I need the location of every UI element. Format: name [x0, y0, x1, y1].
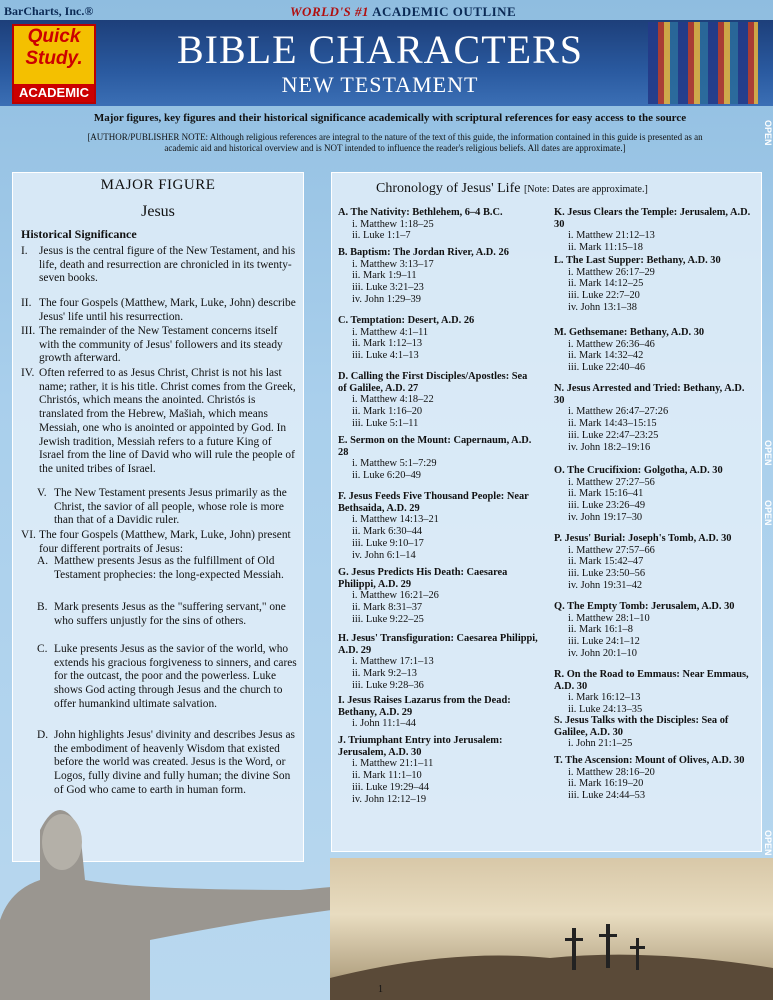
- chronology-event: [554, 533, 754, 592]
- chronology-event: [554, 255, 754, 314]
- scripture-reference: ii. Mark 14:12–25: [568, 278, 644, 290]
- scripture-reference: iv. John 1:29–39: [352, 293, 421, 305]
- open-tab-label: OPEN: [763, 500, 773, 526]
- scripture-reference: iii. Luke 5:1–11: [352, 417, 419, 429]
- paragraph-number: IV.: [21, 367, 35, 379]
- chronology-event: [554, 327, 754, 374]
- scripture-reference: iv. John 6:1–14: [352, 549, 416, 561]
- scripture-reference: i. Matthew 27:57–66: [568, 544, 655, 556]
- paragraph-number: D.: [37, 729, 49, 741]
- chronology-title-text: Chronology of Jesus' Life: [376, 181, 521, 196]
- chronology-note: [Note: Dates are approximate.]: [523, 184, 648, 195]
- event-heading: H. Jesus' Transfiguration: Caesarea Philippi, A.D. 29: [338, 633, 538, 656]
- figure-paragraph: [21, 325, 297, 366]
- page-number: 1: [378, 984, 383, 995]
- paragraph-text: Mark presents Jesus as the "suffering servant," one who suffers unjustly for the sins of others.: [54, 601, 286, 627]
- paragraph-number: VI.: [21, 529, 36, 541]
- scripture-reference: i. Matthew 3:13–17: [352, 258, 434, 270]
- logo-study: Study.: [25, 48, 83, 69]
- chronology-event: [338, 633, 538, 692]
- scripture-reference: iii. Luke 23:26–49: [568, 500, 646, 512]
- scripture-reference: ii. Mark 8:31–37: [352, 602, 423, 614]
- paragraph-number: I.: [21, 245, 28, 257]
- paragraph-text: The four Gospels (Matthew, Mark, Luke, John) describe Jesus' life until his resurrection.: [39, 297, 296, 323]
- logo-academic: ACADEMIC: [14, 84, 94, 102]
- scripture-reference: i. Matthew 21:1–11: [352, 758, 434, 770]
- chronology-event: [338, 247, 538, 306]
- scripture-reference: iii. Luke 19:29–44: [352, 781, 430, 793]
- chronology-event: [554, 383, 754, 453]
- event-heading: E. Sermon on the Mount: Capernaum, A.D. 28: [338, 435, 532, 458]
- scripture-reference: iii. Luke 22:47–23:25: [568, 429, 659, 441]
- figure-paragraph: [21, 487, 297, 528]
- figure-paragraph: [21, 245, 297, 286]
- chronology-event: [338, 695, 538, 730]
- scripture-reference: i. Mark 16:12–13: [568, 692, 641, 704]
- quickstudy-logo: [12, 24, 96, 104]
- scripture-reference: ii. Mark 1:9–11: [352, 270, 417, 282]
- intro-text: Major figures, key figures and their historical significance academically with scriptural references for easy access to the source: [93, 112, 687, 124]
- scripture-reference: i. John 11:1–44: [352, 718, 416, 730]
- scripture-reference: i. Matthew 4:1–11: [352, 326, 429, 338]
- scripture-reference: iii. Luke 3:21–23: [352, 282, 424, 294]
- event-heading: M. Gethsemane: Bethany, A.D. 30: [554, 327, 705, 338]
- event-heading: J. Triumphant Entry into Jerusalem: Jerusalem, A.D. 30: [338, 735, 503, 758]
- tagline-text: ACADEMIC OUTLINE: [369, 4, 517, 19]
- paragraph-text: John highlights Jesus' divinity and describes Jesus as the embodiment of heavenly Wisdom that existed before the world was created. Jesus is the Word, or Logos, fully divine and fully human; the divine Son of God who came to earth in human form.: [54, 729, 295, 796]
- chronology-event: [338, 491, 538, 561]
- scripture-reference: iii. Luke 9:28–36: [352, 679, 424, 691]
- chronology-event: [554, 465, 754, 524]
- event-heading: G. Jesus Predicts His Death: Caesarea Philippi, A.D. 29: [338, 567, 508, 590]
- scripture-reference: i. Matthew 26:47–27:26: [568, 406, 669, 418]
- figure-name: Jesus: [141, 203, 175, 220]
- scripture-reference: ii. Mark 11:15–18: [568, 242, 643, 254]
- event-heading: R. On the Road to Emmaus: Near Emmaus, A.D. 30: [554, 669, 749, 692]
- scripture-reference: iv. John 19:17–30: [568, 511, 643, 523]
- publisher-name: BarCharts, Inc.®: [4, 4, 94, 18]
- scripture-reference: i. John 21:1–25: [568, 738, 633, 750]
- paragraph-text: Matthew presents Jesus as the fulfillment of Old Testament prophecies: the long-expected Messiah.: [54, 555, 284, 581]
- event-heading: D. Calling the First Disciples/Apostles: Sea of Galilee, A.D. 27: [338, 371, 528, 394]
- scripture-reference: i. Matthew 28:1–10: [568, 612, 650, 624]
- open-tab-label: OPEN: [763, 830, 773, 856]
- chronology-event: [554, 601, 754, 660]
- scripture-reference: iii. Luke 9:22–25: [352, 613, 424, 625]
- scripture-reference: ii. Mark 6:30–44: [352, 526, 423, 538]
- event-heading: A. The Nativity: Bethlehem, 6–4 B.C.: [338, 207, 503, 218]
- scripture-reference: iii. Luke 9:10–17: [352, 537, 424, 549]
- figure-paragraph: [21, 555, 297, 582]
- scripture-reference: ii. Mark 14:32–42: [568, 350, 644, 362]
- page-title: BIBLE CHARACTERS: [176, 27, 584, 72]
- tagline-highlight: WORLD'S #1: [290, 4, 370, 19]
- scripture-reference: iv. John 13:1–38: [568, 301, 637, 313]
- event-heading: T. The Ascension: Mount of Olives, A.D. 30: [554, 755, 745, 766]
- scripture-reference: iii. Luke 22:7–20: [568, 290, 640, 302]
- chronology-event: [554, 669, 754, 716]
- scripture-reference: ii. Mark 16:19–20: [568, 778, 644, 790]
- scripture-reference: iv. John 20:1–10: [568, 647, 637, 659]
- paragraph-number: V.: [37, 487, 47, 499]
- chronology-panel: [331, 172, 762, 852]
- chronology-event: [554, 715, 754, 750]
- major-figure-panel: [12, 172, 304, 862]
- figure-paragraph: [21, 367, 297, 477]
- scripture-reference: ii. Mark 14:43–15:15: [568, 418, 657, 430]
- event-heading: N. Jesus Arrested and Tried: Bethany, A.D. 30: [554, 383, 745, 406]
- scripture-reference: i. Matthew 26:17–29: [568, 266, 655, 278]
- event-heading: B. Baptism: The Jordan River, A.D. 26: [338, 247, 509, 258]
- paragraph-text: The remainder of the New Testament concerns itself with the community of Jesus' followers and its steady growth afterward.: [39, 325, 283, 365]
- publisher-note: [AUTHOR/PUBLISHER NOTE: Although religious references are integral to the nature of the text of this guide, the information contained in this guide is presented as an academic aid and historical overview and is NOT intended to influence the reader's religious beliefs. All dates are approximate.]: [87, 132, 703, 153]
- tagline: [290, 4, 516, 20]
- paragraph-number: A.: [37, 555, 49, 567]
- scripture-reference: i. Matthew 28:16–20: [568, 766, 655, 778]
- section-heading: Historical Significance: [21, 227, 137, 241]
- chronology-event: [338, 315, 538, 362]
- scripture-reference: ii. Mark 1:12–13: [352, 338, 423, 350]
- scripture-reference: iv. John 18:2–19:16: [568, 441, 651, 453]
- event-heading: C. Temptation: Desert, A.D. 26: [338, 315, 475, 326]
- paragraph-text: The New Testament presents Jesus primarily as the Christ, the savior of all people, whose role is more than that of a Davidic ruler.: [54, 487, 287, 527]
- open-tab-label: OPEN: [763, 440, 773, 466]
- three-crosses-photo: [330, 858, 773, 1000]
- scripture-reference: i. Matthew 4:18–22: [352, 394, 434, 406]
- scripture-reference: iii. Luke 22:40–46: [568, 362, 646, 374]
- scripture-reference: ii. Luke 24:13–35: [568, 704, 643, 716]
- event-heading: P. Jesus' Burial: Joseph's Tomb, A.D. 30: [554, 533, 732, 544]
- scripture-reference: ii. Luke 6:20–49: [352, 470, 421, 482]
- scripture-reference: i. Matthew 14:13–21: [352, 514, 439, 526]
- figure-paragraph: [21, 643, 297, 712]
- stained-glass-image: [648, 22, 758, 104]
- scripture-reference: iii. Luke 24:44–53: [568, 790, 646, 802]
- scripture-reference: ii. Mark 15:42–47: [568, 556, 644, 568]
- scripture-reference: i. Matthew 27:27–56: [568, 476, 655, 488]
- scripture-reference: i. Matthew 1:18–25: [352, 218, 434, 230]
- scripture-reference: i. Matthew 17:1–13: [352, 656, 434, 668]
- page-subtitle: NEW TESTAMENT: [281, 72, 479, 97]
- scripture-reference: ii. Mark 1:16–20: [352, 406, 423, 418]
- scripture-reference: i. Matthew 21:12–13: [568, 230, 655, 242]
- paragraph-text: Often referred to as Jesus Christ, Christ is not his last name; rather, it is his title. Christ comes from the Greek, Christós, which means the anointed. Christós is translated from the Hebrew, Mašiah, which means Messiah, one who is anointed or appointed by God. In Jewish tradition, Messiah refers to a future King of Israel from the line of David who will rule the people of the united tribes of Israel.: [39, 367, 296, 475]
- scripture-reference: ii. Mark 11:1–10: [352, 770, 422, 782]
- figure-paragraph: [21, 297, 297, 324]
- scripture-reference: iv. John 12:12–19: [352, 793, 427, 805]
- chronology-event: [554, 207, 754, 254]
- chronology-event: [338, 435, 538, 482]
- scripture-reference: iv. John 19:31–42: [568, 579, 643, 591]
- section-title: MAJOR FIGURE: [100, 177, 216, 193]
- paragraph-text: Luke presents Jesus as the savior of the world, who extends his gracious forgiveness to sinners, and cares for the outcast, the poor and the powerless. Luke shows God acting through Jesus and the church to offer humankind ultimate salvation.: [54, 643, 297, 710]
- paragraph-number: C.: [37, 643, 48, 655]
- scripture-reference: ii. Mark 9:2–13: [352, 668, 417, 680]
- event-heading: O. The Crucifixion: Golgotha, A.D. 30: [554, 465, 723, 476]
- scripture-reference: ii. Mark 16:1–8: [568, 624, 633, 636]
- event-heading: F. Jesus Feeds Five Thousand People: Near Bethsaida, A.D. 29: [338, 491, 529, 514]
- open-tab-label: OPEN: [763, 120, 773, 146]
- paragraph-number: B.: [37, 601, 48, 613]
- chronology-event: [338, 371, 538, 430]
- scripture-reference: i. Matthew 26:36–46: [568, 338, 655, 350]
- scripture-reference: iii. Luke 23:50–56: [568, 568, 646, 580]
- event-heading: Q. The Empty Tomb: Jerusalem, A.D. 30: [554, 601, 735, 612]
- paragraph-text: Jesus is the central figure of the New Testament, and his life, death and resurrection are chronicled in its twenty-seven books.: [39, 245, 296, 285]
- scripture-reference: ii. Mark 15:16–41: [568, 488, 644, 500]
- event-heading: I. Jesus Raises Lazarus from the Dead: Bethany, A.D. 29: [338, 695, 511, 718]
- figure-paragraph: [21, 529, 297, 556]
- chronology-event: [338, 207, 538, 242]
- logo-quick: Quick: [27, 26, 81, 47]
- paragraph-number: II.: [21, 297, 32, 309]
- chronology-event: [554, 755, 754, 802]
- chronology-event: [338, 567, 538, 626]
- paragraph-number: III.: [21, 325, 36, 337]
- chronology-title: [376, 181, 648, 197]
- event-heading: S. Jesus Talks with the Disciples: Sea of Galilee, A.D. 30: [554, 715, 729, 738]
- scripture-reference: ii. Luke 1:1–7: [352, 230, 411, 242]
- event-heading: L. The Last Supper: Bethany, A.D. 30: [554, 255, 721, 266]
- paragraph-text: The four Gospels (Matthew, Mark, Luke, John) present four different portraits of Jesus:: [39, 529, 291, 555]
- event-heading: K. Jesus Clears the Temple: Jerusalem, A.D. 30: [554, 207, 751, 230]
- scripture-reference: i. Matthew 16:21–26: [352, 590, 439, 602]
- scripture-reference: i. Matthew 5:1–7:29: [352, 458, 437, 470]
- scripture-reference: iii. Luke 4:1–13: [352, 350, 419, 362]
- scripture-reference: iii. Luke 24:1–12: [568, 636, 640, 648]
- figure-paragraph: [21, 601, 297, 628]
